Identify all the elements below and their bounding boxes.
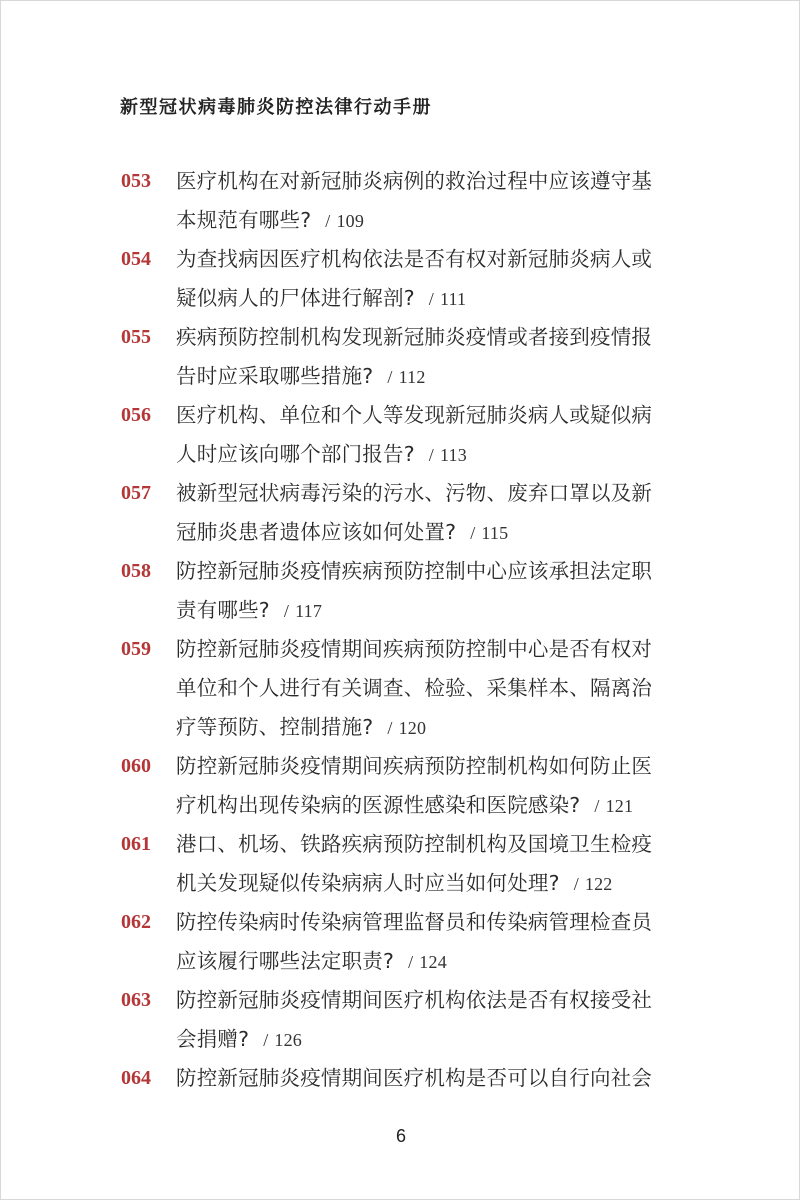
- toc-entry-number: 063: [121, 989, 151, 1011]
- toc-entry-number: 060: [121, 755, 151, 777]
- toc-entry-line-text: 防控新冠肺炎疫情期间疾病预防控制中心是否有权对: [176, 637, 653, 661]
- toc-entry-line-text: 为查找病因医疗机构依法是否有权对新冠肺炎病人或: [176, 247, 653, 271]
- toc-entry-line-text: 人时应该向哪个部门报告?: [176, 442, 415, 466]
- toc-entry-title: [176, 396, 696, 474]
- toc-entry: [1, 825, 800, 903]
- toc-page-separator: /: [325, 211, 331, 231]
- toc-page-number: 121: [605, 796, 634, 816]
- toc-page-number: 120: [398, 718, 427, 738]
- toc-entry-line-text: 防控传染病时传染病管理监督员和传染病管理检查员: [176, 910, 653, 934]
- toc-entry-title: [176, 825, 696, 903]
- table-of-contents: [1, 162, 800, 1098]
- toc-entry-line-text: 港口、机场、铁路疾病预防控制机构及国境卫生检疫: [176, 832, 653, 856]
- toc-page-separator: /: [387, 367, 393, 387]
- toc-entry: [1, 552, 800, 630]
- toc-page-separator: /: [594, 796, 600, 816]
- toc-entry-line-text: 医疗机构、单位和个人等发现新冠肺炎病人或疑似病: [176, 403, 653, 427]
- toc-page-separator: /: [408, 952, 414, 972]
- toc-page-separator: /: [283, 601, 290, 621]
- toc-page-number: 113: [439, 445, 467, 465]
- toc-entry-line: [176, 396, 696, 435]
- toc-entry-line: [176, 981, 696, 1020]
- toc-page-separator: /: [470, 523, 476, 543]
- toc-entry-title: [176, 903, 696, 981]
- toc-entry-title: [176, 552, 696, 630]
- toc-entry-line-text: 责有哪些?: [176, 598, 270, 622]
- running-head: 新型冠状病毒肺炎防控法律行动手册: [120, 97, 432, 118]
- toc-entry-line: [176, 1020, 696, 1059]
- toc-entry-line: [176, 786, 696, 825]
- page-number: 6: [395, 1126, 406, 1146]
- toc-entry-line-text: 单位和个人进行有关调查、检验、采集样本、隔离治: [176, 676, 653, 700]
- toc-page-number: 124: [419, 952, 447, 972]
- toc-entry-line: [176, 864, 696, 903]
- toc-page-number: 109: [336, 211, 365, 231]
- toc-entry-line-text: 机关发现疑似传染病病人时应当如何处理?: [176, 871, 560, 895]
- toc-entry-title: [176, 474, 696, 552]
- toc-entry: [1, 903, 800, 981]
- toc-entry-number: 057: [121, 482, 151, 504]
- toc-entry-line: [176, 162, 696, 201]
- toc-entry-title: [176, 747, 696, 825]
- toc-page-number: 122: [584, 874, 613, 894]
- toc-entry-line-text: 会捐赠?: [176, 1027, 250, 1051]
- toc-entry-title: [176, 318, 696, 396]
- toc-entry-line: [176, 357, 696, 396]
- toc-entry-line: [176, 1059, 696, 1098]
- toc-entry-line-text: 应该履行哪些法定职责?: [176, 949, 395, 973]
- toc-entry-title: [176, 240, 696, 318]
- toc-entry-line-text: 本规范有哪些?: [176, 208, 312, 232]
- toc-entry-line: [176, 747, 696, 786]
- toc-entry-title: [176, 1059, 696, 1098]
- toc-entry-line-text: 防控新冠肺炎疫情期间疾病预防控制机构如何防止医: [176, 754, 653, 778]
- toc-entry-number: 062: [121, 911, 151, 933]
- toc-entry-line-text: 防控新冠肺炎疫情期间医疗机构依法是否有权接受社: [176, 988, 653, 1012]
- toc-entry: [1, 630, 800, 747]
- toc-page-separator: /: [573, 874, 579, 894]
- toc-entry-line: [176, 825, 696, 864]
- toc-entry-line: [176, 630, 696, 669]
- toc-entry: [1, 240, 800, 318]
- toc-entry-line: [176, 942, 696, 981]
- toc-entry-number: 055: [121, 326, 151, 348]
- toc-page-separator: /: [428, 445, 434, 465]
- toc-entry-title: [176, 630, 696, 747]
- toc-entry-line-text: 冠肺炎患者遗体应该如何处置?: [176, 520, 457, 544]
- toc-entry: [1, 396, 800, 474]
- toc-page-number: 126: [274, 1030, 302, 1050]
- toc-page-number: 117: [295, 601, 323, 621]
- toc-entry-number: 053: [121, 170, 151, 192]
- toc-entry-line-text: 医疗机构在对新冠肺炎病例的救治过程中应该遵守基: [176, 169, 653, 193]
- toc-page-separator: /: [263, 1030, 269, 1050]
- toc-entry-line: [176, 552, 696, 591]
- toc-entry: [1, 474, 800, 552]
- toc-entry-line: [176, 903, 696, 942]
- toc-entry: [1, 747, 800, 825]
- toc-entry-line-text: 被新型冠状病毒污染的污水、污物、废弃口罩以及新: [176, 481, 653, 505]
- toc-page-number: 115: [481, 523, 509, 543]
- toc-entry-number: 064: [121, 1067, 151, 1089]
- toc-entry-line: [176, 201, 696, 240]
- toc-page-number: 111: [439, 289, 467, 309]
- toc-entry-title: [176, 981, 696, 1059]
- toc-entry-line: [176, 435, 696, 474]
- toc-page-number: 112: [398, 367, 426, 387]
- toc-entry-line: [176, 474, 696, 513]
- toc-entry-line-text: 疗机构出现传染病的医源性感染和医院感染?: [176, 793, 581, 817]
- toc-entry-number: 058: [121, 560, 151, 582]
- toc-entry-line: [176, 240, 696, 279]
- toc-entry-line-text: 疑似病人的尸体进行解剖?: [176, 286, 415, 310]
- toc-entry: [1, 162, 800, 240]
- toc-entry: [1, 318, 800, 396]
- toc-entry-line-text: 疾病预防控制机构发现新冠肺炎疫情或者接到疫情报: [176, 325, 653, 349]
- toc-entry-number: 056: [121, 404, 151, 426]
- toc-entry-number: 059: [121, 638, 151, 660]
- toc-entry-line-text: 防控新冠肺炎疫情疾病预防控制中心应该承担法定职: [176, 559, 653, 583]
- toc-entry-line: [176, 513, 696, 552]
- toc-entry-line: [176, 318, 696, 357]
- toc-entry-line: [176, 279, 696, 318]
- toc-entry-line-text: 防控新冠肺炎疫情期间医疗机构是否可以自行向社会: [176, 1066, 653, 1090]
- toc-entry-number: 054: [121, 248, 151, 270]
- toc-page-separator: /: [387, 718, 393, 738]
- toc-entry-line: [176, 708, 696, 747]
- toc-entry: [1, 1059, 800, 1098]
- toc-page-separator: /: [428, 289, 434, 309]
- toc-entry-line-text: 疗等预防、控制措施?: [176, 715, 374, 739]
- toc-entry-line-text: 告时应采取哪些措施?: [176, 364, 374, 388]
- toc-entry: [1, 981, 800, 1059]
- toc-entry-line: [176, 669, 696, 708]
- toc-entry-number: 061: [121, 833, 151, 855]
- toc-entry-line: [176, 591, 696, 630]
- toc-entry-title: [176, 162, 696, 240]
